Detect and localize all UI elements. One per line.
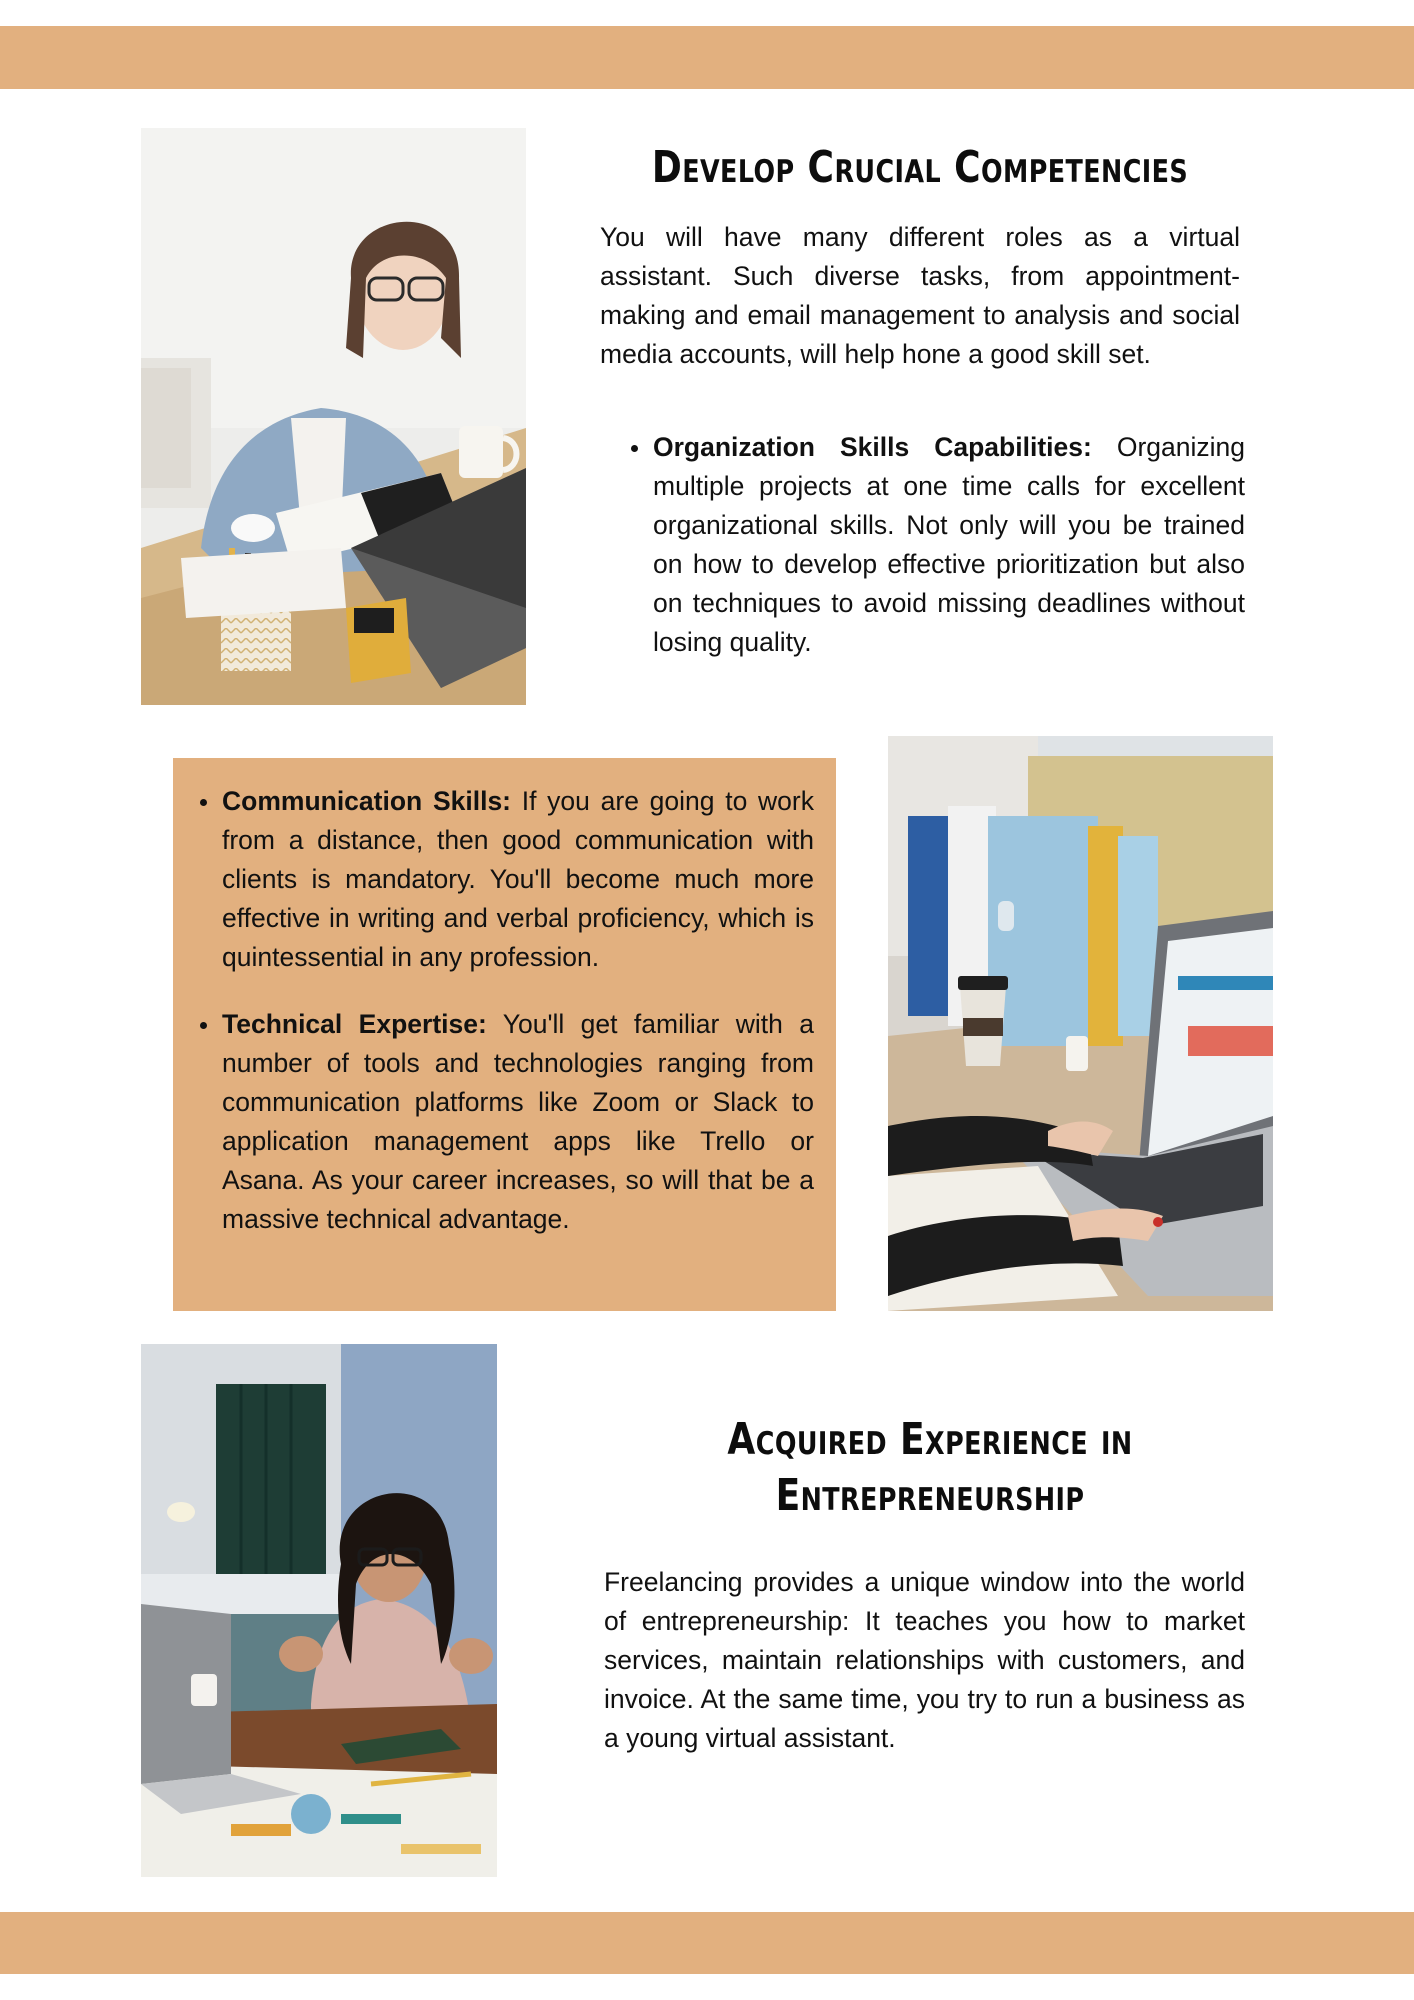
bullet-title: Technical Expertise: xyxy=(222,1009,487,1039)
section1-bullet-list xyxy=(653,428,1245,662)
bullet-organization-skills xyxy=(653,428,1245,662)
woman-video-call-photo xyxy=(141,1344,497,1877)
section2-bullet-list xyxy=(222,782,814,1239)
section3-heading-line2: Entrepreneurship xyxy=(775,1470,1085,1521)
bottom-accent-band xyxy=(0,1912,1414,1974)
section1-heading: Develop Crucial Competencies xyxy=(651,142,1189,193)
section3-heading-line1: Acquired Experience in xyxy=(727,1414,1133,1465)
bullet-title: Organization Skills Capabilities: xyxy=(653,432,1092,462)
bullet-title: Communication Skills: xyxy=(222,786,512,816)
bullet-technical-expertise xyxy=(222,1005,814,1239)
bullet-communication-skills xyxy=(222,782,814,977)
laptop-binders-photo xyxy=(888,736,1273,1311)
section3-paragraph: Freelancing provides a unique window into the world of entrepreneurship: It teaches you how to market services, maintain relationships with customers, and invoice. At the same time, you try to run a business as a young virtual assistant. xyxy=(604,1567,1245,1753)
section1-intro: You will have many different roles as a virtual assistant. Such diverse tasks, from appointment-making and email management to analysis and social media accounts, will help hone a good skill set. xyxy=(600,222,1240,369)
bullet-text: You'll get familiar with a number of tools and technologies ranging from communication platforms like Zoom or Slack to application management apps like Trello or Asana. As your career increases, so will that be a massive technical advantage. xyxy=(222,1009,814,1234)
top-accent-band xyxy=(0,26,1414,89)
bullet-text: If you are going to work from a distance, then good communication with clients is mandatory. You'll become much more effective in writing and verbal proficiency, which is quintessential in any profession. xyxy=(222,786,814,972)
section3-heading xyxy=(635,1412,1225,1524)
woman-writing-photo xyxy=(141,128,526,705)
bullet-text: Organizing multiple projects at one time calls for excellent organizational skills. Not only will you be trained on how to develop effective prioritization but also on techniques to avoid missing deadlines without losing quality. xyxy=(653,432,1245,657)
